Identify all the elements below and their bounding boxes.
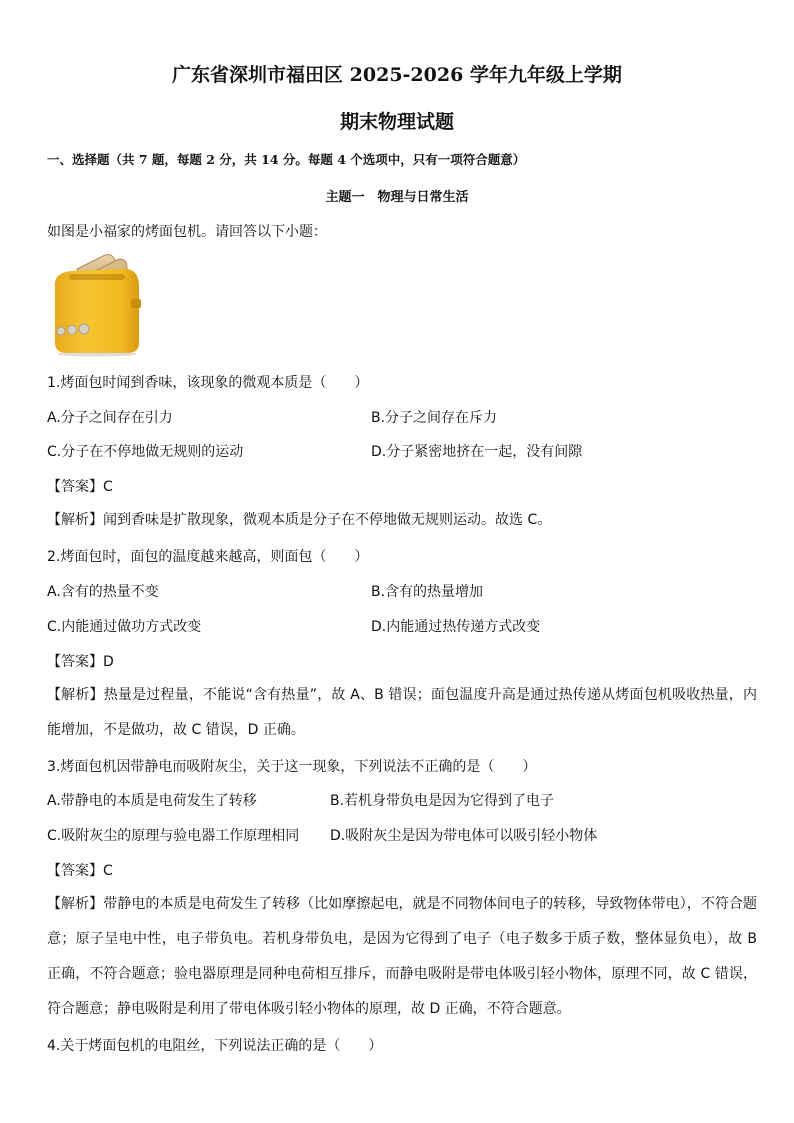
document-title: 广东省深圳市福田区 2025-2026 学年九年级上学期 bbox=[172, 64, 622, 86]
question-1-answer: 【答案】C bbox=[47, 479, 113, 495]
question-3-option-b: B.若机身带负电是因为它得到了电子 bbox=[330, 793, 555, 809]
question-2-answer: 【答案】D bbox=[47, 654, 114, 670]
question-2-option-c: C.内能通过做功方式改变 bbox=[47, 619, 202, 635]
question-3-option-d: D.吸附灰尘是因为带电体可以吸引轻小物体 bbox=[330, 828, 598, 844]
question-1-stem: 1.烤面包时闻到香味，该现象的微观本质是（ ） bbox=[47, 375, 369, 391]
question-1-option-c: C.分子在不停地做无规则的运动 bbox=[47, 444, 244, 460]
question-2-option-b: B.含有的热量增加 bbox=[371, 584, 484, 600]
toaster-illustration bbox=[47, 247, 145, 357]
question-2-explanation: 【解析】热量是过程量，不能说“含有热量”，故 A、B 错误；面包温度升高是通过热传递从烤面包机吸收热量，内能增加，不是做功，故 C 错误，D 正确。 bbox=[47, 687, 757, 738]
section-heading: 一、选择题（共 7 题，每题 2 分，共 14 分。每题 4 个选项中，只有一项符合题意） bbox=[47, 152, 526, 167]
question-3-option-c: C.吸附灰尘的原理与验电器工作原理相同 bbox=[47, 828, 300, 844]
question-1-option-a: A.分子之间存在引力 bbox=[47, 410, 173, 426]
question-3-option-a: A.带静电的本质是电荷发生了转移 bbox=[47, 793, 257, 809]
question-2-option-d: D.内能通过热传递方式改变 bbox=[371, 619, 541, 635]
question-2-stem: 2.烤面包时，面包的温度越来越高，则面包（ ） bbox=[47, 549, 369, 565]
question-4-stem: 4.关于烤面包机的电阻丝，下列说法正确的是（ ） bbox=[47, 1038, 383, 1054]
question-3-explanation: 【解析】带静电的本质是电荷发生了转移（比如摩擦起电，就是不同物体间电子的转移，导致物体带电），不符合题意；原子呈电中性，电子带负电。若机身带负电，是因为它得到了电子（电子数多于质子数，整体显负电），故 B 正确，不符合题意；验电器原理是同种电荷相互排斥，而静电吸附是带电体吸引轻小物体，原理不同，故 C 错误，符合题意；静电吸附是利用了带电体吸引轻小物体的原理，故 D 正确，不符合题意。 bbox=[47, 896, 757, 1017]
question-3-stem: 3.烤面包机因带静电而吸附灰尘，关于这一现象，下列说法不正确的是（ ） bbox=[47, 759, 537, 775]
topic-heading: 主题一 物理与日常生活 bbox=[325, 190, 469, 205]
question-1-option-d: D.分子紧密地挤在一起，没有间隙 bbox=[371, 444, 583, 460]
toaster-image bbox=[47, 247, 145, 357]
document-subtitle: 期末物理试题 bbox=[339, 111, 454, 133]
question-1-option-b: B.分子之间存在斥力 bbox=[371, 410, 498, 426]
question-1-explanation: 【解析】闻到香味是扩散现象，微观本质是分子在不停地做无规则运动。故选 C。 bbox=[47, 512, 552, 528]
question-2-option-a: A.含有的热量不变 bbox=[47, 584, 159, 600]
question-3-answer: 【答案】C bbox=[47, 863, 113, 879]
intro-text: 如图是小福家的烤面包机。请回答以下小题： bbox=[47, 224, 327, 240]
